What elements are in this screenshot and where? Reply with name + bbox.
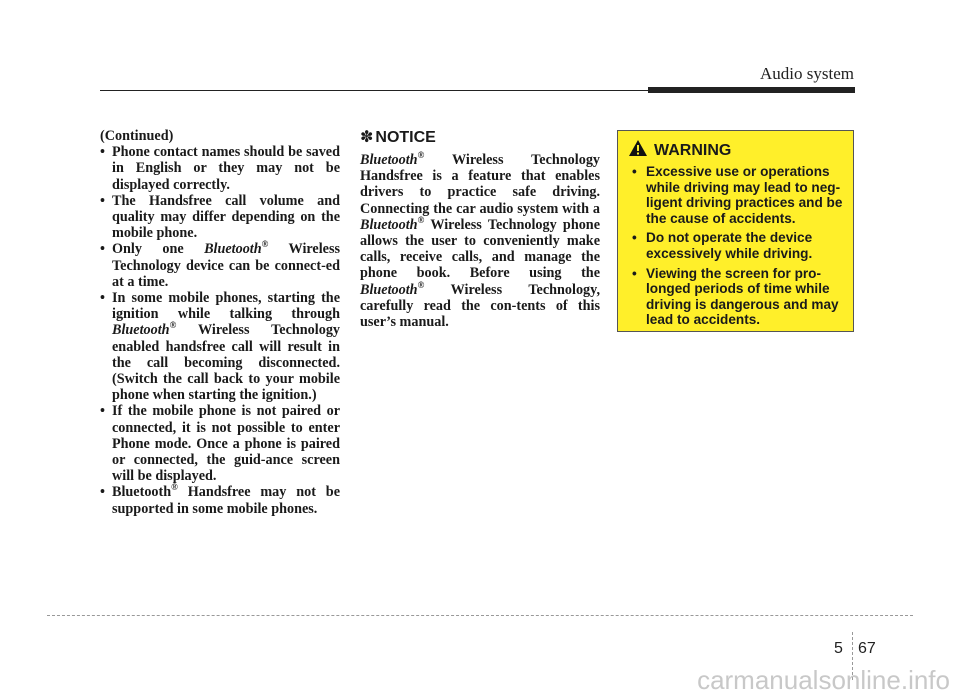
- bullet-list: [100, 144, 340, 517]
- registered-mark: ®: [171, 482, 178, 493]
- notice-section: [360, 128, 600, 330]
- bullet-glyph: •: [632, 164, 637, 179]
- header-rule-bar: [648, 87, 855, 93]
- bullet-glyph: •: [632, 265, 637, 281]
- registered-mark: ®: [417, 214, 425, 225]
- warning-box: [617, 130, 854, 332]
- registered-mark: ®: [261, 239, 269, 250]
- warning-list: [626, 164, 845, 328]
- registered-mark: ®: [169, 320, 177, 331]
- bluetooth-term: Bluetooth: [360, 281, 418, 298]
- list-item: • Phone contact names should be saved in English or they may not be displayed correctly.: [100, 144, 340, 193]
- page-number: 67: [858, 640, 876, 657]
- bluetooth-term: Bluetooth: [204, 241, 262, 258]
- list-item: • Only one Bluetooth® Wireless Technology device can be connect-ed at a time.: [100, 239, 341, 290]
- bluetooth-term: Bluetooth: [360, 152, 418, 168]
- notice-heading: [360, 128, 600, 147]
- footer-rule: [47, 615, 913, 616]
- bluetooth-term: Bluetooth: [360, 216, 418, 233]
- registered-mark: ®: [417, 150, 425, 160]
- list-item: • The Handsfree call volume and quality may differ depending on the mobile phone.: [100, 192, 340, 242]
- notice-title: NOTICE: [375, 129, 436, 146]
- bullet-glyph: •: [100, 192, 105, 209]
- left-column: [100, 128, 340, 517]
- warning-item: • Excessive use or operations while driving may lead to neg-ligent driving practices and be the cause of accidents.: [632, 164, 843, 226]
- bluetooth-term: Bluetooth: [112, 322, 170, 339]
- bullet-glyph: •: [100, 484, 105, 501]
- warning-triangle-icon: [628, 139, 648, 162]
- bullet-glyph: •: [632, 230, 637, 246]
- chapter-number: 5: [834, 640, 843, 657]
- warning-item: • Viewing the screen for pro-longed periods of time while driving is dangerous and may lead to accidents.: [632, 265, 839, 328]
- section-title: Audio system: [760, 64, 854, 83]
- watermark: carmanualsonline.info: [697, 665, 950, 695]
- list-item: • If the mobile phone is not paired or connected, it is not possible to enter Phone mode. Once a phone is paired or connected, the guid-ance screen will be displayed.: [100, 403, 340, 485]
- bullet-glyph: •: [100, 241, 105, 258]
- bullet-glyph: •: [100, 403, 105, 420]
- notice-body: Bluetooth® Wireless Technology Handsfree is a feature that enables drivers to practice safe driving. Connecting the car audio system with a Bluetooth® Wireless Technology phone allows the user to conveniently make calls, receive calls, and manage the phone book. Before using the Bluetooth® Wireless Technology, carefully read the con-tents of this user’s manual.: [360, 150, 601, 331]
- registered-mark: ®: [417, 279, 425, 290]
- continued-label: (Continued): [100, 128, 174, 144]
- list-item: • Bluetooth® Handsfree may not be supported in some mobile phones.: [100, 482, 340, 517]
- list-item: • In some mobile phones, starting the ignition while talking through Bluetooth® Wireless Technology enabled handsfree call will result in the call becoming disconnected. (Switch the call back to your mobile phone when starting the ignition.): [100, 290, 341, 404]
- header-rule: [100, 90, 648, 91]
- warning-item: • Do not operate the device excessively while driving.: [632, 230, 813, 261]
- warning-title: WARNING: [654, 141, 732, 159]
- warning-heading: [628, 139, 845, 162]
- notice-star-icon: ✽: [360, 127, 374, 146]
- bullet-glyph: •: [100, 290, 105, 307]
- bullet-glyph: •: [100, 144, 105, 161]
